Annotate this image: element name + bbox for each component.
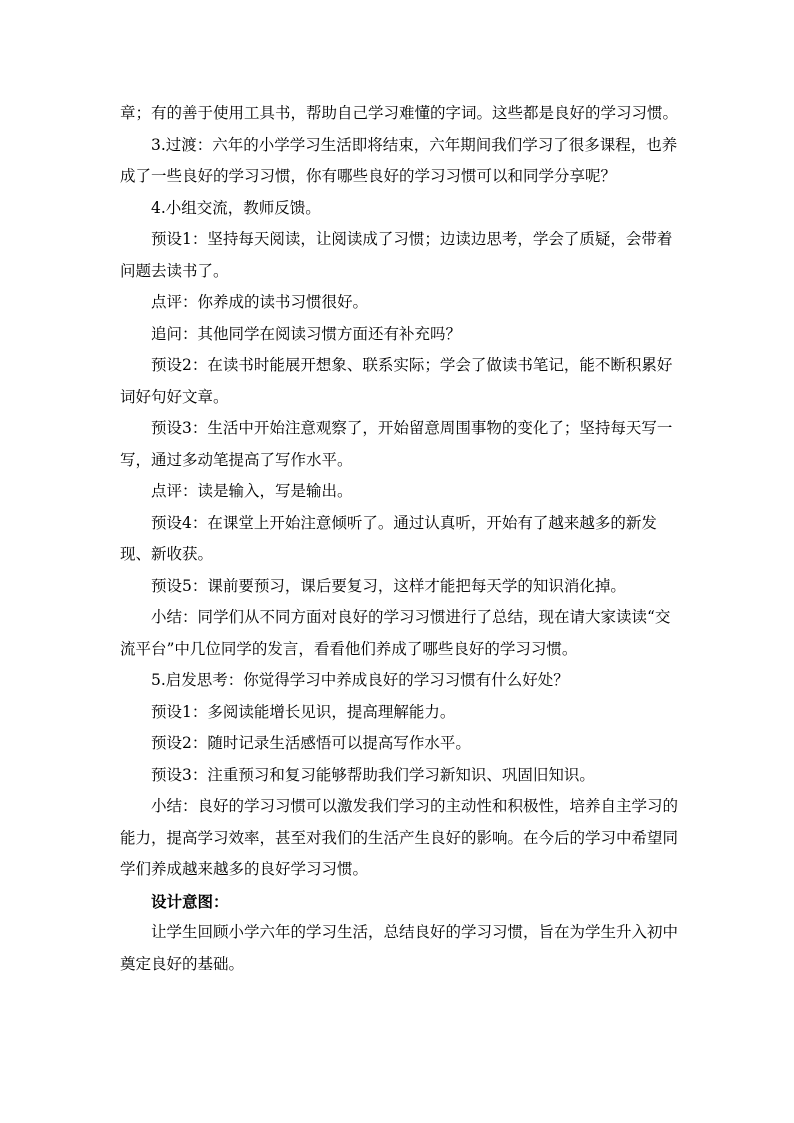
- paragraph-benefit-1: 预设1：多阅读能增长见识，提高理解能力。: [151, 702, 456, 721]
- paragraph-summary-1: 小结：同学们从不同方面对良好的学习习惯进行了总结，现在请大家读读“交流平台”中几位同学的发言，看看他们养成了哪些良好的学习习惯。: [120, 608, 671, 658]
- paragraph-preset-4: 预设4：在课堂上开始注意倾听了。通过认真听，开始有了越来越多的新发现、新收获。: [120, 513, 657, 563]
- paragraph-preset-1: 预设1：坚持每天阅读，让阅读成了习惯；边读边思考，学会了质疑，会带着问题去读书了。: [120, 230, 673, 280]
- paragraph-preset-2: 预设2：在读书时能展开想象、联系实际；学会了做读书笔记，能不断积累好词好句好文章。: [120, 356, 673, 406]
- paragraph-design-intent: 让学生回顾小学六年的学习生活，总结良好的学习习惯，旨在为学生升入初中奠定良好的基础。: [120, 923, 679, 973]
- paragraph-comment-1: 点评：你养成的读书习惯很好。: [151, 293, 369, 311]
- paragraph-follow-up-question: 追问：其他同学在阅读习惯方面还有补充吗？: [151, 324, 462, 343]
- paragraph-group-exchange: 4.小组交流，教师反馈。: [151, 198, 321, 217]
- paragraph-preset-3: 预设3：生活中开始注意观察了，开始留意周围事物的变化了；坚持每天写一写，通过多动笔提高了写作水平。: [120, 419, 673, 469]
- section-heading-design-intent: 设计意图：: [151, 891, 229, 911]
- paragraph-preset-5: 预设5：课前要预习，课后要复习，这样才能把每天学的知识消化掉。: [151, 576, 626, 595]
- paragraph-benefit-2: 预设2：随时记录生活感悟可以提高写作水平。: [151, 734, 471, 752]
- paragraph-benefit-3: 预设3：注重预习和复习能够帮助我们学习新知识、巩固旧知识。: [151, 765, 595, 784]
- document-body: [120, 98, 680, 980]
- paragraph-inspire-thinking: 5.启发思考：你觉得学习中养成良好的学习习惯有什么好处？: [151, 671, 569, 689]
- paragraph-summary-2: 小结：良好的学习习惯可以激发我们学习的主动性和积极性，培养自主学习的能力，提高学习效率，甚至对我们的生活产生良好的影响。在今后的学习中希望同学们养成越来越多的良好学习习惯。: [120, 797, 679, 878]
- paragraph-comment-2: 点评：读是输入，写是输出。: [151, 482, 353, 500]
- paragraph-continuation: 章；有的善于使用工具书，帮助自己学习难懂的字词。这些都是良好的学习习惯。: [120, 104, 679, 122]
- paragraph-transition: 3.过渡：六年的小学学习生活即将结束，六年期间我们学习了很多课程，也养成了一些良好的学习习惯，你有哪些良好的学习习惯可以和同学分享呢？: [120, 135, 678, 185]
